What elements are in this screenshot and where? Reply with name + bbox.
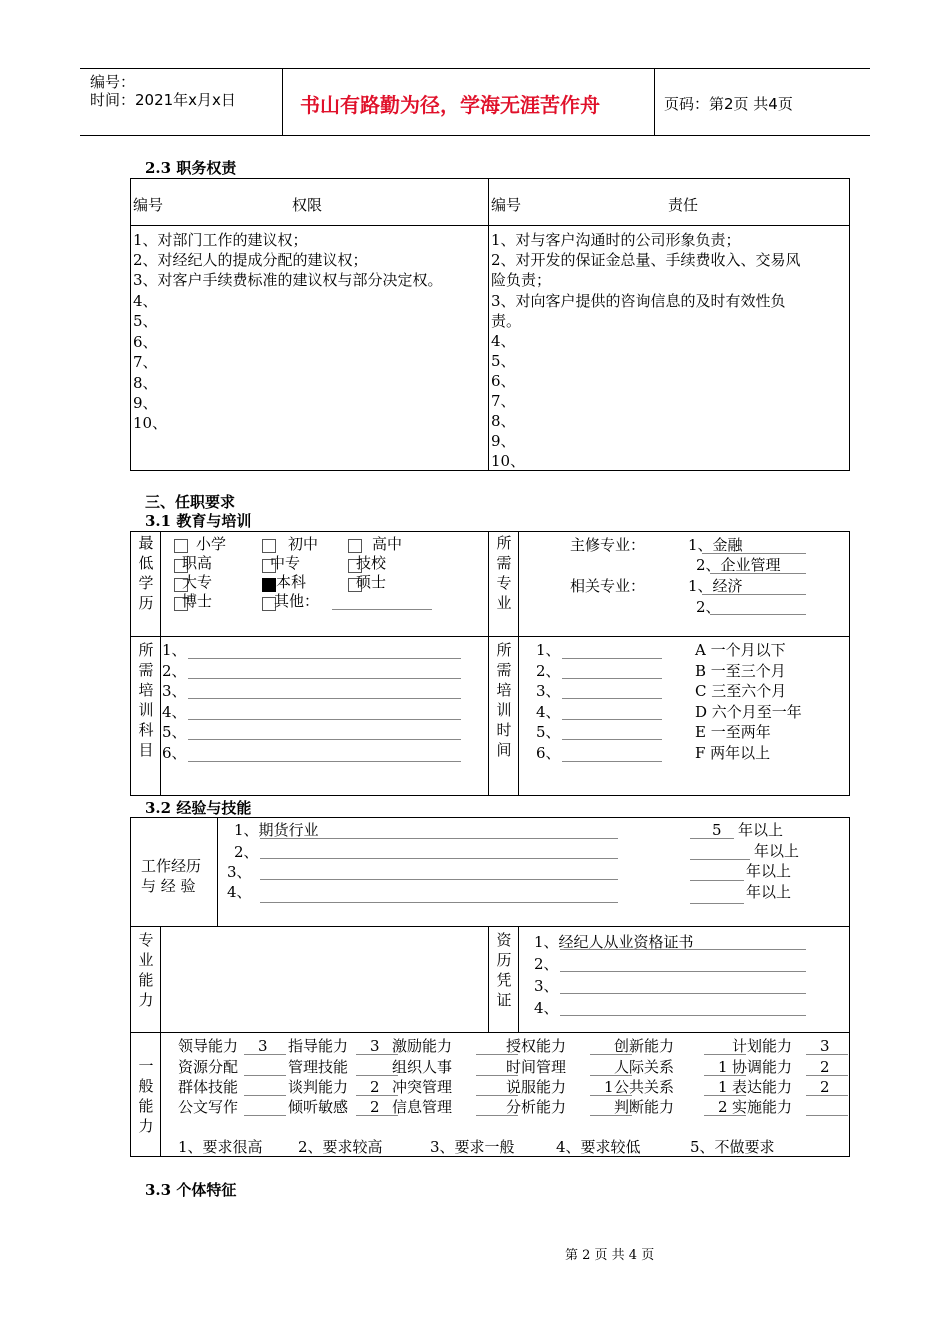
ability-label: 领导能力 <box>178 1037 239 1055</box>
cert-item: 3、 <box>534 977 559 995</box>
ability-score-line <box>806 1115 848 1116</box>
subject-item: 4、 <box>162 703 187 721</box>
cert-label-char: 资 <box>496 931 512 949</box>
option-label: 高中 <box>372 535 403 553</box>
ability-label: 计划能力 <box>732 1037 793 1055</box>
option-label: 硕士 <box>356 573 387 591</box>
option-label: 初中 <box>288 535 319 553</box>
option-label: 本科 <box>276 573 307 591</box>
subject-label-char: 科 <box>138 721 154 739</box>
subject-label-char: 需 <box>138 661 154 679</box>
authority-item: 10、 <box>133 414 168 432</box>
section-3-2-title: 3.2 经验与技能 <box>145 799 252 817</box>
ability-score[interactable]: 1 <box>604 1078 614 1096</box>
time-item: 4、 <box>536 703 561 721</box>
time-option: F 两年以上 <box>695 744 771 762</box>
ability-label: 倾听敏感 <box>288 1098 349 1116</box>
duty-item: 8、 <box>491 412 516 430</box>
pro-label-char: 专 <box>138 931 154 949</box>
ability-score-line <box>244 1115 286 1116</box>
ability-score[interactable]: 3 <box>820 1037 830 1055</box>
checkbox-junior-high[interactable] <box>262 539 276 553</box>
cert-label-char: 凭 <box>496 971 512 989</box>
related-major-label: 相关专业： <box>570 577 646 595</box>
years-suffix: 年以上 <box>746 883 792 901</box>
ability-label: 授权能力 <box>506 1037 567 1055</box>
ability-score-line <box>244 1095 286 1096</box>
page-footer: 第 2 页 共 4 页 <box>565 1248 655 1263</box>
general-label-char: 力 <box>138 1117 154 1135</box>
time-item: 3、 <box>536 682 561 700</box>
cert-label-char: 证 <box>496 991 512 1009</box>
time-option: E 一至两年 <box>695 723 771 741</box>
authority-item: 9、 <box>133 394 158 412</box>
ability-label: 指导能力 <box>288 1037 349 1055</box>
ability-label: 信息管理 <box>392 1098 453 1116</box>
page-indicator: 页码：第2页 共4页 <box>664 95 793 113</box>
duty-item: 责。 <box>491 312 522 330</box>
legend-item: 4、要求较低 <box>556 1138 641 1156</box>
related-major-value: 2、 <box>696 598 721 616</box>
legend-item: 5、不做要求 <box>690 1138 775 1156</box>
duty-item: 9、 <box>491 432 516 450</box>
ability-label: 分析能力 <box>506 1098 567 1116</box>
pro-label-char: 业 <box>138 951 154 969</box>
ability-label: 创新能力 <box>614 1037 675 1055</box>
section-3-1-title: 3.1 教育与培训 <box>145 512 252 530</box>
subject-item: 3、 <box>162 682 187 700</box>
other-input-line[interactable] <box>332 609 432 610</box>
work-item: 4、 <box>227 883 252 901</box>
ability-score[interactable]: 3 <box>370 1037 380 1055</box>
section-3-3-title: 3.3 个体特征 <box>145 1181 237 1199</box>
legend-item: 3、要求一般 <box>430 1138 515 1156</box>
general-label-char: 般 <box>138 1077 154 1095</box>
ability-score[interactable]: 2 <box>370 1078 380 1096</box>
work-label: 与 经 验 <box>141 877 196 895</box>
time-option: B 一至三个月 <box>695 662 786 680</box>
time-item: 1、 <box>536 641 561 659</box>
work-item: 1、期货行业 <box>234 821 319 839</box>
option-label: 职高 <box>182 554 213 572</box>
authority-item: 5、 <box>133 312 158 330</box>
checkbox-high-school[interactable] <box>348 539 362 553</box>
main-major-label: 主修专业： <box>570 536 646 554</box>
general-label-char: 能 <box>138 1097 154 1115</box>
major-label-char: 业 <box>496 594 512 612</box>
time-item: 2、 <box>536 662 561 680</box>
motto: 书山有路勤为径，学海无涯苦作舟 <box>300 93 600 117</box>
ability-label: 表达能力 <box>732 1078 793 1096</box>
subject-label-char: 目 <box>138 741 154 759</box>
time-option: C 三至六个月 <box>695 682 787 700</box>
pro-label-char: 能 <box>138 971 154 989</box>
subject-item: 2、 <box>162 662 187 680</box>
authority-item: 8、 <box>133 374 158 392</box>
time-label-char: 所 <box>496 641 512 659</box>
section-2-3-title: 2.3 职务权责 <box>145 159 237 177</box>
ability-score[interactable]: 3 <box>258 1037 268 1055</box>
legend-item: 1、要求很高 <box>178 1138 263 1156</box>
ability-label: 公共关系 <box>614 1078 675 1096</box>
edu-label-char: 低 <box>138 554 154 572</box>
col-header-no-2: 编号 <box>491 196 522 214</box>
col-header-duty: 责任 <box>668 196 699 214</box>
time-label-char: 间 <box>496 741 512 759</box>
authority-item: 4、 <box>133 292 158 310</box>
cert-item: 2、 <box>534 955 559 973</box>
time-item: 6、 <box>536 744 561 762</box>
authority-item: 2、对经纪人的提成分配的建议权； <box>133 251 368 269</box>
years-suffix: 年以上 <box>746 862 792 880</box>
ability-label: 组织人事 <box>392 1058 453 1076</box>
subject-item: 5、 <box>162 723 187 741</box>
col-header-authority: 权限 <box>292 196 323 214</box>
ability-score[interactable]: 2 <box>820 1058 830 1076</box>
time-option: D 六个月至一年 <box>695 703 802 721</box>
work-item: 2、 <box>234 843 259 861</box>
time-option: A 一个月以下 <box>695 641 786 659</box>
ability-label: 谈判能力 <box>288 1078 349 1096</box>
major-label-char: 需 <box>496 554 512 572</box>
subject-label-char: 训 <box>138 701 154 719</box>
duty-item: 10、 <box>491 452 526 470</box>
authority-item: 1、对部门工作的建议权； <box>133 231 308 249</box>
authority-item: 3、对客户手续费标准的建议权与部分决定权。 <box>133 271 443 289</box>
ability-label: 管理技能 <box>288 1058 349 1076</box>
ability-score-line <box>244 1075 286 1076</box>
subject-label-char: 培 <box>138 681 154 699</box>
option-label: 大专 <box>182 573 213 591</box>
ability-score[interactable]: 2 <box>820 1078 830 1096</box>
years-value: 5 <box>712 821 722 839</box>
section-3-title: 三、任职要求 <box>145 493 236 511</box>
time-item: 5、 <box>536 723 561 741</box>
major-label-char: 专 <box>496 574 512 592</box>
ability-label: 资源分配 <box>178 1058 239 1076</box>
checkbox-primary[interactable] <box>174 539 188 553</box>
years-suffix: 年以上 <box>754 842 800 860</box>
ability-label: 说服能力 <box>506 1078 567 1096</box>
time-label-char: 需 <box>496 661 512 679</box>
authority-item: 6、 <box>133 333 158 351</box>
cert-label-char: 历 <box>496 951 512 969</box>
subject-label-char: 所 <box>138 641 154 659</box>
main-major-value: 1、金融 <box>688 536 743 554</box>
option-label: 小学 <box>196 535 227 553</box>
duty-item: 1、对与客户沟通时的公司形象负责； <box>491 231 741 249</box>
ability-label: 公文写作 <box>178 1098 239 1116</box>
edu-label-char: 最 <box>138 534 154 552</box>
option-label: 其他： <box>274 592 320 610</box>
work-item: 3、 <box>227 863 252 881</box>
duty-item: 2、对开发的保证金总量、手续费收入、交易风 <box>491 251 801 269</box>
ability-label: 判断能力 <box>614 1098 675 1116</box>
duty-item: 7、 <box>491 392 516 410</box>
ability-label: 冲突管理 <box>392 1078 453 1096</box>
ability-score[interactable]: 2 <box>370 1098 380 1116</box>
authority-item: 7、 <box>133 353 158 371</box>
option-label: 博士 <box>182 592 213 610</box>
subject-item: 6、 <box>162 744 187 762</box>
col-header-no: 编号 <box>133 196 164 214</box>
ability-label: 激励能力 <box>392 1037 453 1055</box>
doc-number-label: 编号： <box>90 73 136 91</box>
time-label-char: 培 <box>496 681 512 699</box>
duty-item: 5、 <box>491 352 516 370</box>
ability-score[interactable]: 1 <box>718 1058 728 1076</box>
duty-item: 4、 <box>491 332 516 350</box>
ability-score[interactable]: 1 <box>718 1078 728 1096</box>
general-label-char: 一 <box>138 1057 154 1075</box>
related-major-value: 1、经济 <box>688 577 743 595</box>
option-label: 中专 <box>270 554 301 572</box>
duty-item: 险负责； <box>491 271 552 289</box>
date-label: 时间：2021年x月x日 <box>90 91 236 109</box>
ability-score[interactable]: 2 <box>718 1098 728 1116</box>
cert-item: 4、 <box>534 999 559 1017</box>
checkbox-bachelor[interactable] <box>262 578 276 592</box>
subject-item: 1、 <box>162 641 187 659</box>
major-label-char: 所 <box>496 534 512 552</box>
duty-item: 6、 <box>491 372 516 390</box>
ability-label: 人际关系 <box>614 1058 675 1076</box>
edu-label-char: 学 <box>138 574 154 592</box>
option-label: 技校 <box>356 554 387 572</box>
pro-label-char: 力 <box>138 991 154 1009</box>
duty-item: 3、对向客户提供的咨询信息的及时有效性负 <box>491 292 786 310</box>
time-label-char: 时 <box>496 721 512 739</box>
time-label-char: 训 <box>496 701 512 719</box>
cert-item: 1、经纪人从业资格证书 <box>534 933 694 951</box>
work-label: 工作经历 <box>141 857 202 875</box>
years-suffix: 年以上 <box>738 821 784 839</box>
main-major-value: 2、企业管理 <box>696 556 781 574</box>
ability-label: 协调能力 <box>732 1058 793 1076</box>
edu-label-char: 历 <box>138 594 154 612</box>
legend-item: 2、要求较高 <box>298 1138 383 1156</box>
ability-label: 实施能力 <box>732 1098 793 1116</box>
ability-label: 群体技能 <box>178 1078 239 1096</box>
ability-label: 时间管理 <box>506 1058 567 1076</box>
